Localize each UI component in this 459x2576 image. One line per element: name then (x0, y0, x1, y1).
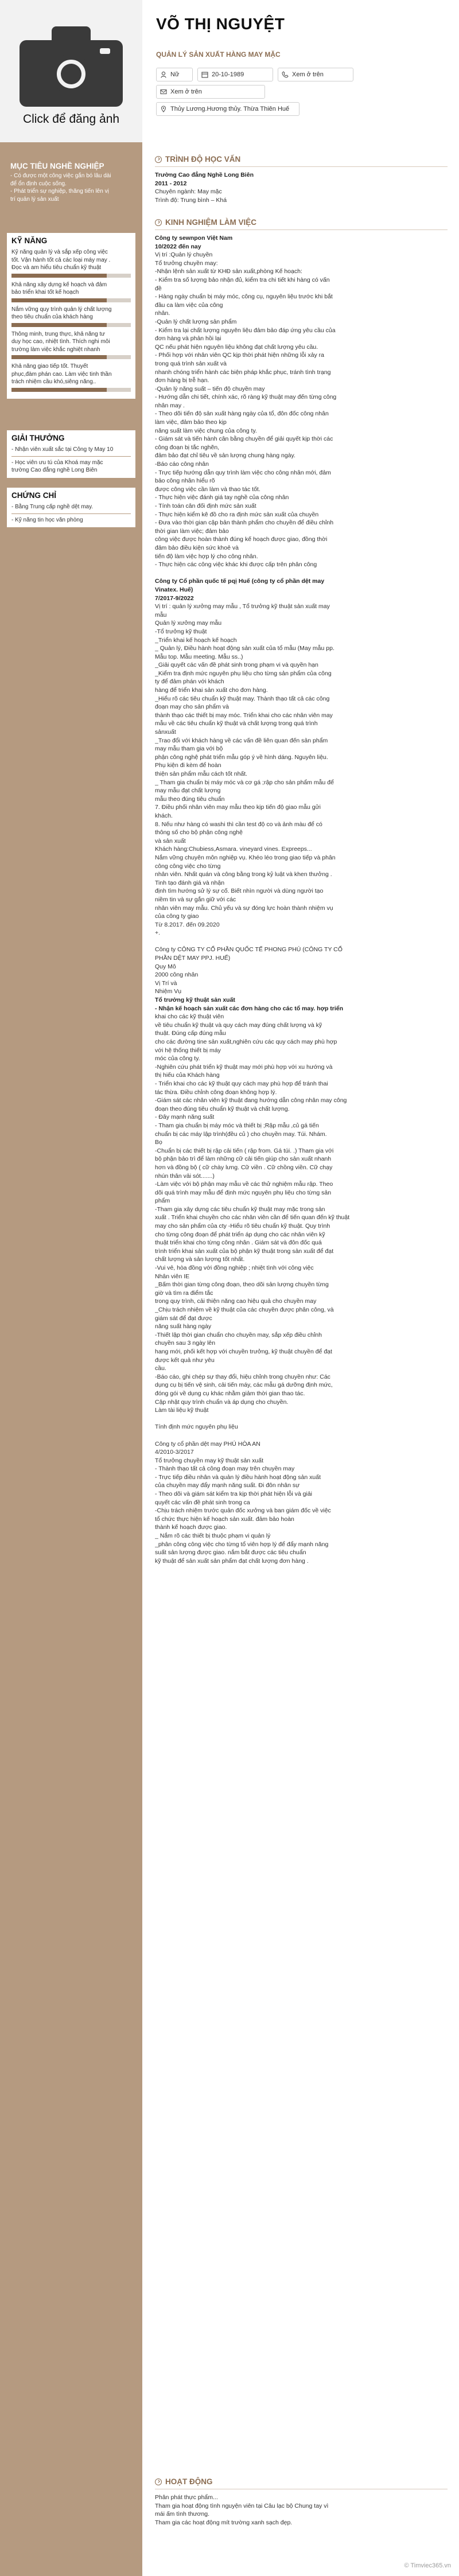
experience-line: -Giám sát các nhân viên kỹ thuật đang hướng dẫn công nhân may công (155, 1097, 347, 1104)
experience-line: _ Nắm rõ các thiết bị thuộc phạm vi quản lý (155, 1532, 271, 1540)
skill-level-bar (11, 355, 131, 359)
experience-line: 7. Điều phối nhân viên may mẫu theo kịp tiến độ giao mẫu gửi (155, 804, 321, 811)
experience-line: thuật. Đúng cấp đúng mẫu (155, 1030, 226, 1037)
experience-line: phẩm (155, 1197, 170, 1205)
experience-line: -Quản lý chất lượng sản phẩm (155, 318, 237, 325)
camera-icon (20, 21, 123, 107)
experience-line: nhún thân vải sót.......) (155, 1172, 215, 1180)
experience-line: đoạn may cho sản phẩm và (155, 703, 229, 711)
activities-title (155, 2477, 213, 2486)
skill-text: tốt. Vận hành tốt cả các loại máy may . (11, 256, 111, 263)
experience-line: dụng cụ bị tiến vệ sinh, cải tiến máy, các mẫu gá dưỡng định mức, (155, 1382, 333, 1389)
experience-line: công việc được hoàn thành đúng kế hoạch được giao, đồng thời (155, 536, 328, 543)
experience-line: Tổ trưởng chuyền may kỹ thuật sản xuất (155, 1457, 264, 1464)
experience-line: may mẫu tham gia với bộ (155, 745, 223, 753)
skill-item (11, 306, 131, 327)
awards-text (11, 446, 131, 474)
experience-line: nhân. (155, 310, 170, 317)
certs-text (11, 503, 131, 524)
experience-line: hàng để triển khai sản xuất cho đơn hàng. (155, 687, 268, 694)
experience-line: -Vui vẻ, hòa đồng với đồng nghiệp ; nhiệt tình với công việc (155, 1264, 314, 1272)
experience-line: cho từng công đoạn để phát triển áp dụng cho các nhân viên kỹ (155, 1231, 325, 1238)
experience-line (155, 1415, 448, 1423)
experience-line: 7/2017-9/2022 (155, 594, 194, 602)
experience-line: đóng gói về dụng cụ khác nhằm giảm thời gian thao tác. (155, 1390, 305, 1397)
experience-line: định tìm hướng sử lý sự cố. Biết nhìn người và dùng người tạo (155, 888, 324, 895)
objective-line: để ổn định cuộc sống. (10, 180, 67, 187)
activities-title-text: HOẠT ĐỘNG (165, 2477, 213, 2486)
experience-line: - Phối hợp với nhân viên QC kịp thời phát hiện những lỗi xảy ra (155, 352, 325, 359)
skill-item (11, 363, 131, 392)
skill-text: Khả năng xây dựng kế hoạch và đảm (11, 281, 107, 288)
experience-line: kỹ thuật để sản xuất sản phẩm đạt chất lượng đơn hàng . (155, 1557, 309, 1565)
major: Chuyên ngành: May mặc (155, 188, 222, 196)
experience-line: đề (155, 285, 162, 292)
experience-line: +. (155, 929, 161, 937)
experience-line: Vị trí : quản lý xưởng may mẫu , Tổ trưởng kỹ thuật sản xuất may (155, 603, 330, 610)
experience-line (155, 1431, 448, 1440)
experience-line: - Thực hiện kiểm kê đồ cho ra định mức sản xuất của chuyền (155, 511, 319, 518)
activity-line: Tham gia các hoạt động mít trường xanh sạch đẹp. (155, 2519, 293, 2526)
objective-line: - Phát triển sự nghiệp, thăng tiến lên vị (10, 188, 109, 194)
experience-line: -Quản lý năng suất – tiến độ chuyền may (155, 385, 265, 392)
experience-line: và sản xuất (155, 837, 186, 845)
header (142, 0, 459, 148)
experience-line: - Trực tiếp hướng dẫn quy trình làm việc cho công nhân mới, đảm (155, 469, 331, 476)
experience-line: ty để đảm phán với khách (155, 678, 224, 686)
experience-line: đảm bảo điều kiện sức khoẻ và (155, 544, 239, 551)
skill-text: Thông minh, trung thực, khả năng tư (11, 330, 105, 337)
avatar-upload[interactable] (0, 0, 142, 142)
certs-title: CHỨNG CHỈ (11, 491, 56, 500)
gender-value: Nữ (170, 71, 180, 78)
experience-line: thời gian làm việc; đảm bảo (155, 527, 229, 535)
avatar-caption: Click để đăng ảnh (22, 112, 120, 126)
experience-line: - Theo dõi tiến độ sản xuất hàng ngày của tổ, đôn đốc công nhân (155, 410, 329, 418)
experience-line: làm việc, đảm bảo theo kịp (155, 419, 227, 426)
experience-line: khách. (155, 812, 173, 819)
certs-card (7, 488, 135, 527)
experience-line: _ Quản lý, Điều hành hoạt động sản xuất của tổ mẫu (May mẫu pp. (155, 645, 334, 652)
experience-text (155, 234, 448, 1565)
experience-line: - Hướng dẫn chi tiết, chính xác, rõ ràng kỹ thuật may đến từng công (155, 394, 337, 401)
experience-line: được công việc cần làm và thao tác tốt. (155, 485, 260, 493)
experience-line: bộ phận bảo trì để làm những cữ cải tiến giúp cho sản xuất nhanh (155, 1155, 332, 1163)
objective-line: trí quản lý sản xuất (10, 196, 59, 203)
divider (155, 166, 448, 167)
experience-line: -Làm việc với bộ phận may mẫu về các thử nghiệm mẫu rập. Theo (155, 1181, 333, 1188)
objective-title: MỤC TIÊU NGHỀ NGHIỆP (10, 162, 104, 170)
awards-title: GIẢI THƯỞNG (11, 434, 65, 442)
experience-title-text: KINH NGHIỆM LÀM VIỆC (165, 218, 257, 227)
experience-line: nhân viên. Nhất quán và công bằng trong kỷ luật và khen thưởng . (155, 871, 332, 878)
experience-line: của chuyền may đẩy mạnh năng suất. Đi đôn nhân sự (155, 1482, 300, 1489)
gender-icon (160, 71, 167, 78)
experience-line: đơn hàng và phản hồi lại (155, 335, 221, 343)
experience-line: may cho sản phẩm của cty -Hiểu rõ tiêu chuẩn kỹ thuật. Quy trình (155, 1223, 330, 1230)
gender-field[interactable] (156, 68, 193, 81)
email-icon (160, 88, 167, 95)
experience-line: mẫu theo đúng tiêu chuẩn (155, 795, 225, 803)
experience-line: Nhân viên IE (155, 1273, 190, 1280)
experience-line: thông số cho bộ phận công nghệ (155, 829, 243, 836)
experience-line: Vị Trí và (155, 979, 177, 987)
experience-line: -Tổ trưởng kỹ thuật (155, 628, 207, 635)
experience-line: trong quá trình sản xuất và (155, 360, 227, 367)
experience-line: năng suất làm việc chung của công ty. (155, 427, 257, 434)
experience-line: bảo công nhân hiểu rõ (155, 477, 215, 485)
cert-line: - Bằng Trung cấp nghề dệt may. (11, 504, 94, 510)
study-period: 2011 - 2012 (155, 180, 187, 187)
objective-line: - Có được một công việc gắn bó lâu dài (10, 173, 111, 179)
skill-text: trách nhiệm cầu khó,siêng năng.. (11, 379, 96, 385)
phone-field[interactable] (278, 68, 353, 81)
experience-line: đảm bảo đạt chỉ tiêu về sản lượng chung hàng ngày. (155, 452, 295, 460)
skill-level-bar (11, 323, 131, 327)
experience-line: QC nếu phát hiện nguyên liệu không đạt chất lượng yêu cầu. (155, 343, 318, 351)
calendar-icon (201, 71, 208, 78)
experience-line (155, 569, 448, 578)
skill-text: Nắm vững quy trình quản lý chất lượng (11, 306, 112, 313)
experience-line: -Chịu trách nhiệm trước quản đốc xưởng và ban giám đốc về việc (155, 1507, 331, 1515)
experience-line: Khách hàng:Chubiess,Asmara. vineyard vines. Expreeps... (155, 846, 312, 853)
experience-line: cho các đường tine sản xuất,nghiên cứu các quy cách may phù hợp (155, 1038, 337, 1045)
experience-line: _phân công công việc cho từng tổ viên hợp lý để đẩy mạnh năng (155, 1540, 329, 1548)
experience-line: PHẦN DỆT MAY PPJ. HUẾ) (155, 955, 231, 962)
experience-line: của công ty giao (155, 913, 199, 920)
experience-line: Quản lý xưởng may mẫu (155, 620, 222, 627)
experience-line: -Nghiên cứu phát triển kỹ thuật may mới phù hợp với xu hướng và (155, 1063, 333, 1071)
experience-line: trong quy trình, cải thiện năng cao hiệu quả cho chuyền may (155, 1298, 317, 1305)
experience-line: - Trực tiếp điều nhân và quản lý điều hành hoạt động sản xuất (155, 1473, 321, 1481)
experience-line: đầu ca làm việc của công (155, 301, 223, 309)
dob-value: 20-10-1989 (212, 71, 244, 78)
award-line: - Học viên ưu tú của Khoá may mặc (11, 459, 103, 466)
experience-line: _Triển khai kế hoạch kế hoạch (155, 636, 237, 644)
experience-line: giờ và tìm ra điểm tắc (155, 1289, 213, 1297)
experience-line: khai cho các kỹ thuật viên (155, 1013, 224, 1021)
education-text (155, 171, 448, 204)
skill-text: Kỹ năng quản lý và sắp xếp công việc (11, 249, 108, 255)
experience-line: móc của công ty. (155, 1055, 200, 1063)
experience-line: quyết các vấn đề phát sinh trong ca (155, 1499, 250, 1506)
phone-value: Xem ở trên (292, 71, 324, 78)
experience-line: với hệ thống thiết bị máy (155, 1046, 221, 1054)
experience-line: thị hiếu của Khách hàng (155, 1072, 220, 1079)
experience-line: 8. Nếu như hàng có washi thì cần test độ co và ảnh màu để có (155, 820, 322, 828)
experience-line: về tiêu chuẩn kỹ thuật và quy cách may đúng chất lượng và kỹ (155, 1021, 322, 1029)
dob-field[interactable] (197, 68, 273, 81)
experience-line: - Tính toán cân đối định mức sản xuất (155, 503, 256, 509)
experience-line: - Hàng ngày chuẩn bị máy móc, công cụ, nguyên liệu trước khi bắt (155, 293, 333, 301)
divider (155, 229, 448, 230)
experience-line: - Theo dõi và giám sát kiểm tra kịp thời phát hiện lỗi và giải (155, 1491, 312, 1498)
experience-line: Công ty sewnpon Việt Nam (155, 235, 233, 242)
experience-line: _Trao đổi với khách hàng về các vấn đề liên quan đến sản phẩm (155, 737, 328, 744)
experience-line: phận công nghệ phát triển mẫu góp ý về hình dáng. Nguyên liệu. (155, 753, 328, 761)
award-line: trường Cao đẳng nghề Long Biên (11, 467, 98, 473)
experience-line: - Thành thạo tất cả công đoạn may trên chuyền may (155, 1465, 295, 1473)
experience-line: _Giải quyết các vấn đề phát sinh trong phạm vi và quyền hạn (155, 661, 318, 669)
experience-line: cầu. (155, 1365, 166, 1372)
experience-line: chất lượng và sản lượng tốt nhất. (155, 1256, 245, 1263)
skill-item (11, 330, 131, 360)
skill-text: bảo triển khai tốt kế hoạch (11, 289, 79, 295)
experience-line: Vinatex. Huế) (155, 586, 193, 593)
experience-line: Tổ trưởng kỹ thuật sản xuất (155, 997, 235, 1004)
address-field[interactable] (156, 102, 299, 116)
experience-line: - Đây mạnh năng suất (155, 1114, 215, 1121)
skill-text: theo tiêu chuẩn của khách hàng (11, 314, 93, 320)
experience-line: Tinh tạo đánh giá và nhận (155, 879, 225, 886)
section-arrow-icon (155, 219, 162, 226)
candidate-name: VÕ THỊ NGUYỆT (156, 15, 285, 33)
experience-line: may mẫu đạt chất lượng (155, 787, 221, 795)
grade: Trình độ: Trung bình – Khá (155, 196, 227, 204)
experience-line: Quy Mô (155, 963, 176, 970)
experience-line: mẫu về các tiêu chuẩn kỹ thuật và chất lượng trong quá trình (155, 720, 318, 727)
activity-line: Tham gia hoạt động tình nguyện viên tại Câu lạc bộ Chung tay vì (155, 2502, 329, 2509)
experience-line: - Thực hiện các công việc khác khi được cấp trên phân công (155, 561, 317, 569)
experience-line: Mẫu top. Mẫu meeting. Mẫu ss..) (155, 653, 243, 660)
experience-line: chuẩn bị các máy lập trình(đều củ ) cho chuyền may. Túi. Nhám. (155, 1130, 327, 1138)
skill-text: Đọc và am hiểu tiêu chuẩn kỹ thuật (11, 264, 102, 271)
experience-line: dõi quá trình may mẫu để định mức nguyên phụ liệu cho từng sản (155, 1189, 332, 1196)
experience-line: Công ty CÔNG TY CỔ PHẦN QUỐC TẾ PHONG PHÚ (CÔNG TY CỔ (155, 946, 343, 954)
experience-line: Công ty Cổ phần quốc tế pqị Huế (công ty cổ phần dệt may (155, 578, 325, 585)
experience-line: - Nhận kế hoạch sản xuất các đơn hàng cho các tổ may. hợp triển (155, 1005, 344, 1012)
experience-line: hơn và đồng bộ ( cữ chày lưng. Cữ viền . Cữ chồng viền. Cữ chạy (155, 1164, 333, 1171)
experience-line: công đoạn bị tắc nghẽn, (155, 443, 220, 451)
experience-line: _ Tham gia chuẩn bị máy móc và cơ gá ;rập cho sản phẩm mẫu để (155, 779, 334, 786)
experience-line: -Chuẩn bị các thiết bị rập cải tiến ( rập from. Gá túi. .) Tham gia với (155, 1147, 334, 1154)
experience-line: thành thạo các thiết bị may móc. Triển khai cho các nhân viên may (155, 711, 333, 719)
experience-line: -Tham gia xây dựng các tiêu chuẩn kỹ thuật may mặc trong sản (155, 1205, 325, 1213)
experience-line: - Tham gia chuẩn bị máy móc và thiết bị ;Rập mẫu ,củ gá tiến (155, 1122, 319, 1129)
experience-line: Từ 8.2017. đến 09.2020 (155, 921, 220, 928)
address-value: Thủy Lương.Hương thủy. Thừa Thiên Huế (170, 106, 290, 112)
section-arrow-icon (155, 156, 162, 163)
experience-line: đoạn theo đúng tiêu chuẩn kỹ thuật và chất lượng. (155, 1105, 290, 1112)
experience-line: nhanh chóng triển hành các biện pháp khắc phục, tránh tình trạng (155, 368, 331, 376)
experience-line: - Triển khai cho các kỹ thuật quy cách may phù hợp để tránh thai (155, 1080, 328, 1087)
skills-card (7, 233, 135, 399)
experience-line (155, 937, 448, 946)
experience-line: -Báo cáo, ghi chép sự thay đổi, hiệu chỉnh trong chuyền như: Các (155, 1373, 330, 1380)
skill-item (11, 248, 131, 278)
award-line: - Nhận viên xuất sắc tại Công ty May 10 (11, 446, 114, 453)
experience-line: _Hiểu rõ các tiêu chuẩn kỹ thuật may. Thành thạo tất cả các công (155, 695, 330, 702)
experience-line: _Chịu trách nhiệm về kỹ thuật của các chuyền được phân công, và (155, 1306, 334, 1313)
location-icon (160, 106, 167, 112)
skill-level-bar (11, 298, 131, 302)
skill-text: Khả năng giao tiếp tốt. Thuyết (11, 363, 88, 369)
experience-line: trình triển khai sản xuất của bộ phận kỹ thuật trong sản xuất để đạt (155, 1247, 334, 1255)
experience-line: 4/2010-3/2017 (155, 1449, 194, 1456)
awards-card (7, 430, 135, 478)
activity-line: Phân phát thực phẩm... (155, 2494, 218, 2501)
section-arrow-icon (155, 2478, 162, 2485)
experience-line: 10/2022 đến nay (155, 243, 201, 250)
experience-line: thiện sản phẩm mẫu cách tốt nhất. (155, 771, 248, 777)
experience-line: - Kiểm tra lại chất lượng nguyên liệu đảm bảo đáp ứng yêu cầu của (155, 326, 336, 334)
experience-line: -Thiết lập thời gian chuẩn cho chuyền may, sắp xếp điều chỉnh (155, 1331, 322, 1338)
skill-level-bar (11, 274, 131, 278)
skills-title: KỸ NĂNG (11, 236, 48, 245)
school-name: Trường Cao đẳng Nghề Long Biên (155, 172, 254, 178)
skill-item (11, 281, 131, 302)
email-field[interactable] (156, 85, 265, 99)
watermark: © Timviec365.vn (404, 2562, 451, 2569)
skill-text: duy học cao, nhiệt tình. Thích nghi môi (11, 338, 110, 345)
cert-line: - Kỹ năng tin học văn phòng (11, 516, 83, 523)
activities-text (155, 2493, 448, 2527)
experience-line: Nhiệm Vụ (155, 988, 182, 995)
experience-line: - Giám sát và tiến hành cân bằng chuyền để giải quyết kịp thời các (155, 435, 333, 443)
experience-line: niềm tin và sự gắn giữ với các (155, 896, 236, 903)
objective-text (10, 172, 134, 203)
experience-line: sảnxuất (155, 729, 176, 736)
experience-line: _Bấm thời gian từng công đoạn, theo dõi sản lượng chuyền từng (155, 1281, 329, 1289)
experience-line: xuất . Triển khai chuyền cho các nhân viên cần để tiến quan đến kỹ thuật (155, 1214, 350, 1221)
activity-line: mái ấm tình thương. (155, 2511, 210, 2518)
education-title (155, 155, 240, 164)
experience-line: -Báo cáo công nhân (155, 461, 209, 468)
experience-line: Công ty cổ phần dệt may PHÚ HÒA AN (155, 1440, 260, 1447)
experience-line: thành kế hoạch được giao. (155, 1524, 227, 1531)
experience-line: hang mới, phối kết hợp với chuyền trưởng, kỹ thuật chuyền để đạt (155, 1348, 332, 1355)
experience-line: nhân viên may mẫu. Chủ yếu và sự đóng lực hoàn thành nhiệm vụ (155, 904, 333, 912)
email-value: Xem ở trên (170, 88, 202, 95)
experience-line: Bọ (155, 1139, 162, 1146)
experience-line: 2000 công nhân (155, 971, 199, 979)
experience-line: -Nhận lệnh sản xuất từ KHĐ sản xuất,phòng Kế hoạch: (155, 268, 302, 275)
experience-line: - Đưa vào thời gian cập bản thành phẩm cho chuyền để điều chỉnh (155, 519, 334, 527)
experience-line: - Thực hiện việc đánh giá tay nghề của công nhân (155, 494, 289, 501)
experience-line: suất sản lượng được giao. nắm bắt được các tiêu chuẩn (155, 1549, 306, 1557)
experience-line: Cập nhật quy trình chuẩn và áp dụng cho chuyền. (155, 1398, 289, 1406)
phone-icon (282, 71, 289, 78)
skill-text: trường làm việc khắc nghiệt nhanh (11, 346, 100, 353)
experience-title (155, 218, 256, 227)
experience-line: năng suất hàng ngày (155, 1323, 212, 1330)
experience-line: Phụ kiện đi kèm để hoàn (155, 762, 221, 769)
experience-line: nhân may . (155, 402, 185, 409)
experience-line: - Kiểm tra số lượng bảo nhận đủ, kiểm tra chi tiết khi hàng có vấn (155, 276, 330, 283)
experience-line: được kết quả như yêu (155, 1356, 215, 1364)
experience-line: chuyền sau 3 ngày lên (155, 1340, 216, 1347)
experience-line: Làm tài liệu kỹ thuật (155, 1407, 209, 1414)
skill-text: phục,đàm phán cao. Làm việc tinh thần (11, 371, 112, 378)
experience-line: mẫu (155, 611, 167, 618)
education-title-text: TRÌNH ĐỘ HỌC VẤN (165, 155, 241, 164)
experience-line: Vị trí :Quản lý chuyền (155, 251, 213, 259)
experience-line: đơn hàng bị trễ hạn. (155, 377, 209, 384)
experience-line: thuật triển khai cho từng công nhân . Giám sát và đôn đốc quá (155, 1239, 322, 1247)
experience-line: Tính định mức nguyên phụ liệu (155, 1423, 238, 1431)
experience-line: _Kiểm tra định mức nguyên phụ liệu cho từng sản phẩm của công (155, 670, 332, 677)
experience-line: Tổ trưởng chuyền may: (155, 259, 218, 267)
experience-line: giám sát để đạt được (155, 1314, 212, 1322)
experience-line: Nắm vững chuyên môn nghiệp vụ. Khéo léo trong giao tiếp và phân (155, 854, 336, 861)
skill-level-bar (11, 388, 131, 392)
experience-line: công công việc cho từng (155, 862, 221, 870)
job-title: QUẢN LÝ SẢN XUẤT HÀNG MAY MẶC (156, 50, 281, 59)
experience-line: tổ chức thực hiện kế hoạch sản xuất. đảm bảo hoàn (155, 1515, 294, 1523)
experience-line: tác thừa. Điều chỉnh công đoạn không hợp lý. (155, 1088, 277, 1096)
experience-line: tiến độ làm việc hợp lý cho công nhân. (155, 552, 258, 560)
